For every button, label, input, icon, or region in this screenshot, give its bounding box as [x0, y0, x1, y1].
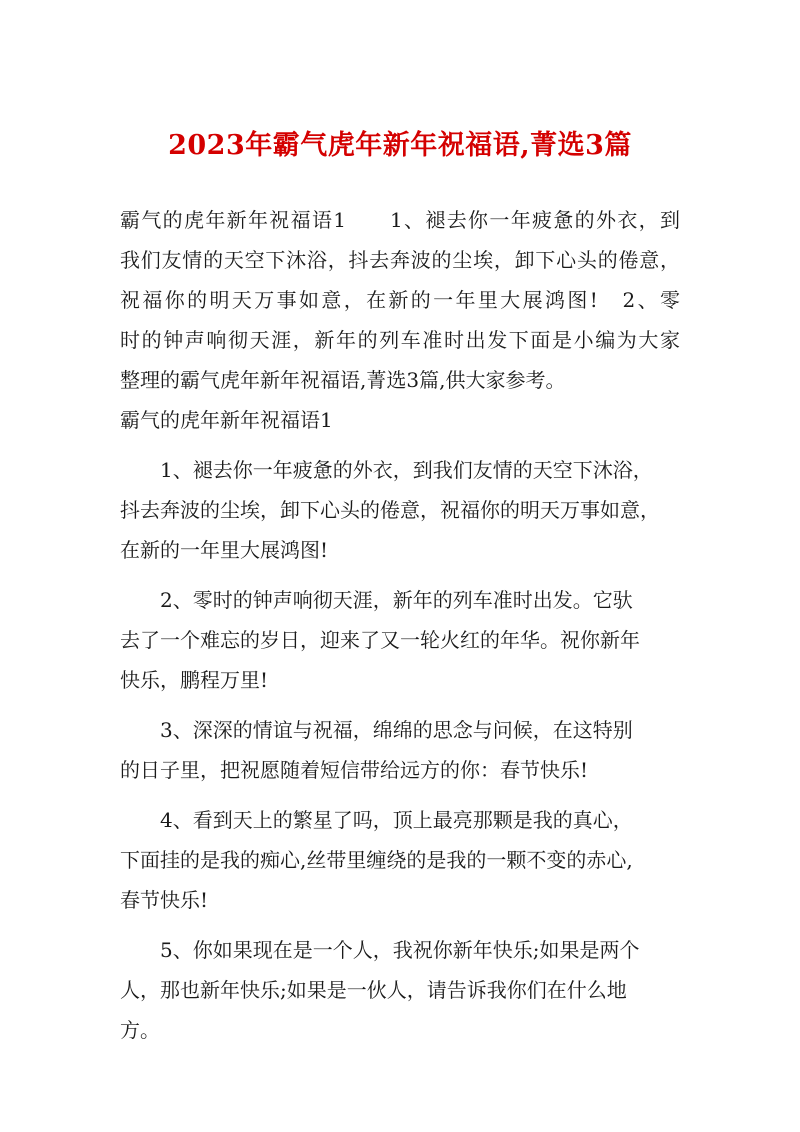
intro-line: 时的钟声响彻天涯，新年的列车准时出发下面是小编为大家: [120, 328, 680, 352]
intro-line: 整理的霸气虎年新年祝福语,菁选3篇,供大家参考。: [120, 368, 566, 392]
paragraph-line: 在新的一年里大展鸿图!: [120, 538, 329, 562]
paragraph-line: 下面挂的是我的痴心,丝带里缠绕的是我的一颗不变的赤心,: [120, 848, 633, 872]
paragraph-line: 2、零时的钟声响彻天涯，新年的列车准时出发。它驮: [160, 588, 633, 612]
paragraph-line: 人，那也新年快乐;如果是一伙人，请告诉我你们在什么地: [120, 978, 627, 1002]
paragraph-line: 4、看到天上的繁星了吗，顶上最亮那颗是我的真心，: [160, 808, 633, 832]
paragraph-2: [120, 580, 680, 700]
paragraph-line: 3、深深的情谊与祝福，绵绵的思念与问候，在这特别: [160, 718, 633, 742]
paragraph-line: 的日子里，把祝愿随着短信带给远方的你：春节快乐!: [120, 758, 589, 782]
document-title: 2023年霸气虎年新年祝福语,菁选3篇: [168, 130, 632, 161]
paragraph-1: [120, 450, 680, 570]
paragraph-3: [120, 710, 680, 790]
paragraph-line: 去了一个难忘的岁日，迎来了又一轮火红的年华。祝你新年: [120, 628, 640, 652]
intro-line: 霸气的虎年新年祝福语1 1、褪去你一年疲惫的外衣，到: [120, 208, 680, 232]
paragraph-4: [120, 800, 680, 920]
intro-line: 我们友情的天空下沐浴，抖去奔波的尘埃，卸下心头的倦意，: [120, 248, 680, 272]
intro-block: [120, 200, 680, 400]
paragraph-line: 抖去奔波的尘埃，卸下心头的倦意，祝福你的明天万事如意，: [120, 498, 660, 522]
paragraph-line: 快乐，鹏程万里!: [120, 668, 269, 692]
section-heading: 霸气的虎年新年祝福语1: [120, 408, 333, 432]
paragraph-line: 5、你如果现在是一个人，我祝你新年快乐;如果是两个: [160, 938, 640, 962]
paragraph-line: 方。: [120, 1018, 160, 1042]
paragraph-line: 1、褪去你一年疲惫的外衣，到我们友情的天空下沐浴，: [160, 458, 653, 482]
intro-line: 祝福你的明天万事如意，在新的一年里大展鸿图! 2、零: [120, 288, 680, 312]
paragraph-5: [120, 930, 680, 1050]
paragraph-line: 春节快乐!: [120, 888, 209, 912]
